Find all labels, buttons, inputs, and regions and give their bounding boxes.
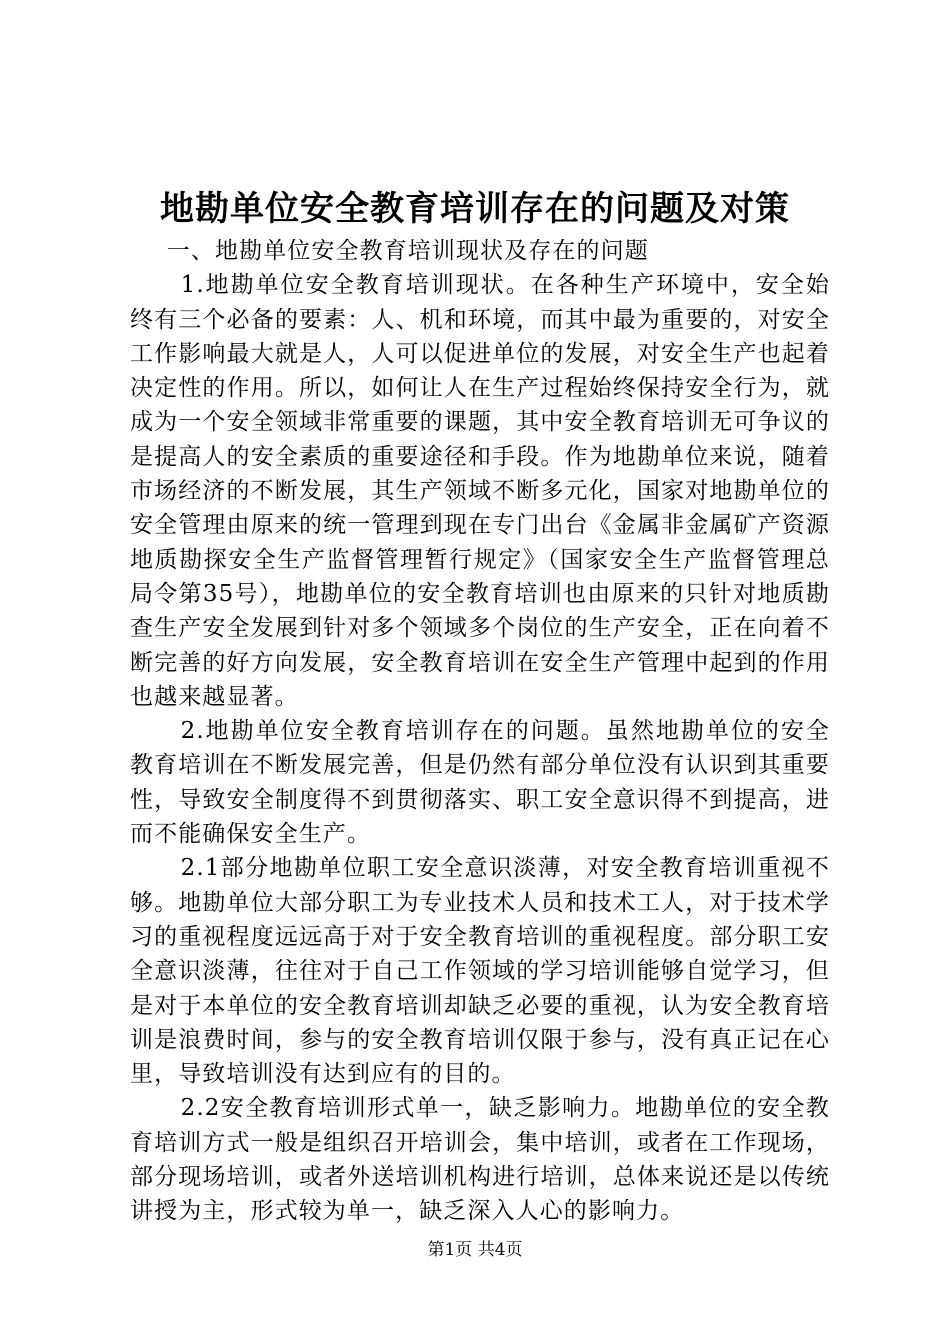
section-heading: 一、地勘单位安全教育培训现状及存在的问题	[166, 238, 649, 264]
document-title: 地勘单位安全教育培训存在的问题及对策	[160, 189, 790, 229]
paragraph-1: 1.地勘单位安全教育培训现状。在各种生产环境中，安全始终有三个必备的要素：人、机和环境，而其中最为重要的，对安全工作影响最大就是人，人可以促进单位的发展，对安全生产也起着决定性的作用。所以，如何让人在生产过程始终保持安全行为，就成为一个安全领域非常重要的课题，其中安全教育培训无可争议的是提高人的安全素质的重要途径和手段。作为地勘单位来说，随着市场经济的不断发展，其生产领域不断多元化，国家对地勘单位的安全管理由原来的统一管理到现在专门出台《金属非金属矿产资源地质勘探安全生产监督管理暂行规定》（国家安全生产监督管理总局令第35号），地勘单位的安全教育培训也由原来的只针对地质勘查生产安全发展到针对多个领域多个岗位的生产安全，正在向着不断完善的好方向发展，安全教育培训在安全生产管理中起到的作用也越来越显著。	[130, 272, 830, 710]
paragraph-2-2: 2.2安全教育培训形式单一，缺乏影响力。地勘单位的安全教育培训方式一般是组织召开培训会，集中培训，或者在工作现场，部分现场培训，或者外送培训机构进行培训，总体来说还是以传统讲授为主，形式较为单一，缺乏深入人心的影响力。	[130, 1095, 830, 1225]
paragraph-2-1: 2.1部分地勘单位职工安全意识淡薄，对安全教育培训重视不够。地勘单位大部分职工为专业技术人员和技术工人，对于技术学习的重视程度远远高于对于安全教育培训的重视程度。部分职工安全意识淡薄，往往对于自己工作领域的学习培训能够自觉学习，但是对于本单位的安全教育培训却缺乏必要的重视，认为安全教育培训是浪费时间，参与的安全教育培训仅限于参与，没有真正记在心里，导致培训没有达到应有的目的。	[130, 855, 830, 1088]
paragraph-2: 2.地勘单位安全教育培训存在的问题。虽然地勘单位的安全教育培训在不断发展完善，但是仍然有部分单位没有认识到其重要性，导致安全制度得不到贯彻落实、职工安全意识得不到提高，进而不能确保安全生产。	[130, 718, 830, 848]
page-number-footer: 第1页 共4页	[427, 1240, 523, 1260]
document-body	[130, 234, 830, 1229]
